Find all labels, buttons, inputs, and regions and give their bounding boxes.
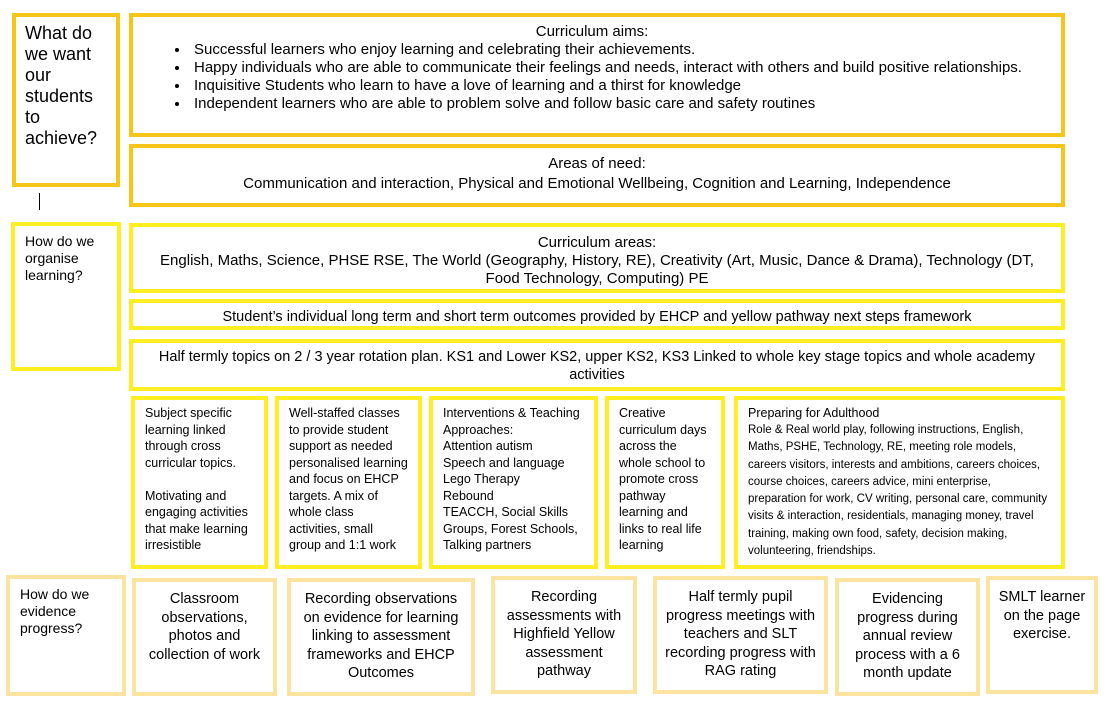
evidence-highfield-assessments (491, 576, 637, 694)
question-organise-text: How do we organise learning? (25, 233, 95, 283)
areas-of-need-text: Communication and interaction, Physical and Emotional Wellbeing, Cognition and Learning, Independence (243, 175, 951, 192)
preparing-for-adulthood-box (734, 396, 1065, 569)
adulthood-title: Preparing for Adulthood (748, 406, 880, 420)
topics-text: Half termly topics on 2 / 3 year rotation plan. KS1 and Lower KS2, upper KS2, KS3 Linked to whole key stage topics and whole academy activities (158, 349, 1036, 383)
adulthood-text: Role & Real world play, following instructions, English, Maths, PSHE, Technology, RE, meeting role models, careers visitors, interests and ambitions, careers choices, course choices, careers advice, mini enterprise, preparation for work, CV writing, personal care, community visits & interaction, residentials, managing money, travel training, making own food, safety, decision making, volunteering, friendships. (748, 424, 1048, 558)
topics-box (129, 339, 1065, 391)
evidence-classroom-observations (132, 578, 277, 696)
curriculum-aims-box (129, 13, 1065, 137)
evidence-text: Half termly pupil progress meetings with teachers and SLT recording progress with RAG rating (665, 589, 816, 679)
evidence-text: Recording observations on evidence for learning linking to assessment frameworks and EHCP Outcomes (303, 591, 459, 681)
areas-of-need-box (129, 144, 1065, 207)
approach-text: Subject specific learning linked through cross curricular topics. Motivating and engaging activities that make learning irresistible (145, 406, 248, 552)
curriculum-areas-text: English, Maths, Science, PHSE RSE, The World (Geography, History, RE), Creativity (Art, Music, Dance & Drama), Technology (DT, Food Technology, Computing) PE (160, 252, 1034, 287)
approach-interventions (429, 396, 598, 569)
approach-staffing (275, 396, 422, 569)
aim-item: • Happy individuals who are able to communicate their feelings and needs, interact with others and build positive relationships. (190, 59, 1051, 77)
question-evidence (6, 575, 126, 696)
areas-of-need-title: Areas of need: (548, 155, 646, 172)
approach-text: Well-staffed classes to provide student support as needed personalised learning and focus on EHCP targets. A mix of whole class activities, small group and 1:1 work (289, 406, 408, 552)
curriculum-aims-title: Curriculum aims: (535, 23, 649, 40)
evidence-text: Recording assessments with Highfield Yellow assessment pathway (506, 589, 622, 679)
evidence-text: Evidencing progress during annual review process with a 6 month update (855, 591, 960, 681)
evidence-smlt-exercise (986, 576, 1098, 694)
evidence-text: SMLT learner on the page exercise. (998, 589, 1086, 642)
question-achieve (12, 13, 120, 187)
evidence-text: Classroom observations, photos and collection of work (148, 591, 261, 663)
outcomes-text: Student’s individual long term and short term outcomes provided by EHCP and yellow pathway next steps framework (222, 309, 972, 325)
approach-cross-curricular (131, 396, 268, 569)
evidence-progress-meetings (653, 576, 828, 694)
curriculum-areas-box (129, 223, 1065, 293)
approach-creative-days (605, 396, 725, 569)
approach-text: Interventions & Teaching Approaches: Attention autism Speech and language Lego Therapy Rebound TEACCH, Social Skills Groups, Forest Schools, Talking partners (443, 406, 580, 552)
question-evidence-text: How do we evidence progress? (20, 586, 90, 636)
aim-item: • Inquisitive Students who learn to have a love of learning and a thirst for knowledge (190, 77, 1051, 95)
evidence-recording-observations (287, 578, 475, 696)
outcomes-box (129, 299, 1065, 330)
aim-item: • Independent learners who are able to problem solve and follow basic care and safety routines (190, 95, 1051, 113)
evidence-annual-review (835, 578, 980, 696)
question-achieve-text: What do we want our students to achieve? (25, 23, 98, 148)
curriculum-areas-title: Curriculum areas: (537, 234, 657, 251)
aim-item: • Successful learners who enjoy learning and celebrating their achievements. (190, 41, 1051, 59)
question-organise (11, 222, 121, 371)
approach-text: Creative curriculum days across the whole school to promote cross pathway learning and links to real life learning (619, 406, 707, 552)
curriculum-aims-list (133, 41, 1051, 113)
connector-line (39, 193, 40, 210)
